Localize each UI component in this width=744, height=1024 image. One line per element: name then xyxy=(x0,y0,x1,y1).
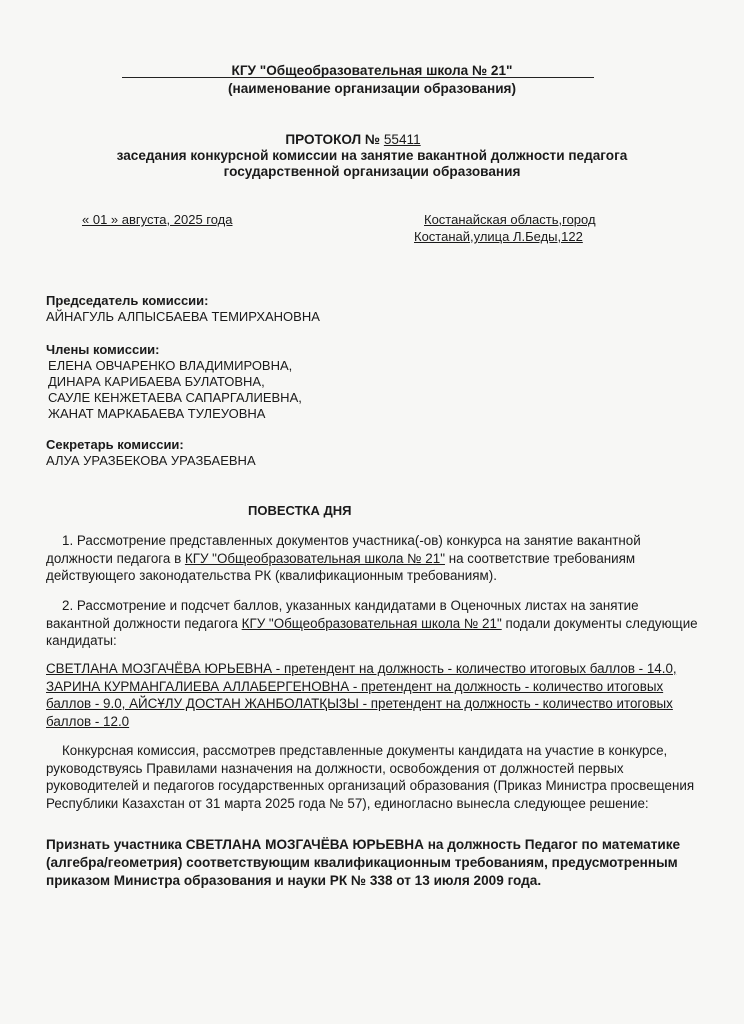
protocol-date: « 01 » августа, 2025 года xyxy=(82,212,233,227)
protocol-title: ПРОТОКОЛ № 55411 xyxy=(0,131,744,148)
protocol-subtitle-1: заседания конкурсной комиссии на занятие вакантной должности педагога xyxy=(116,148,628,163)
agenda-item-1-org: КГУ "Общеобразовательная школа № 21" xyxy=(184,550,445,566)
candidates-list: СВЕТЛАНА МОЗГАЧЁВА ЮРЬЕВНА - претендент на должность - количество итоговых баллов - 14.0, ЗАРИНА КУРМАНГАЛИЕВА АЛЛАБЕРГЕНОВНА - претендент на должность - количество итоговых баллов - 9.0, АЙСҰЛУ ДОСТАН ЖАНБОЛАТҚЫЗЫ - претендент на должность - количество итоговых баллов - 12.0 xyxy=(46,661,677,729)
agenda-title: ПОВЕСТКА ДНЯ xyxy=(248,503,352,518)
location-line-2: Костанай,улица Л.Беды,122 xyxy=(414,229,583,244)
chair-label: Председатель комиссии: xyxy=(46,293,209,308)
member-item: ЕЛЕНА ОВЧАРЕНКО ВЛАДИМИРОВНА, xyxy=(48,358,293,373)
agenda-item-2-org: КГУ "Общеобразовательная школа № 21" xyxy=(241,615,502,631)
secretary-name: АЛУА УРАЗБЕКОВА УРАЗБАЕВНА xyxy=(46,453,256,468)
org-name-underline xyxy=(122,77,594,78)
decision-text: Признать участника СВЕТЛАНА МОЗГАЧЁВА ЮРЬЕВНА на должность Педагог по математике (алгебра/геометрия) соответствующим квалификационным требованиям, предусмотренным приказом Министра образования и науки РК № 338 от 13 июля 2009 года. xyxy=(46,837,681,888)
protocol-number: 55411 xyxy=(383,132,421,147)
agenda-item-1: 1. Рассмотрение представленных документов участника(-ов) конкурса на занятие вакантной должности педагога в КГУ "Общеобразовательная школа № 21" на соответствие требованиям действующего законодательства РК (квалификационным требованиям). xyxy=(46,533,641,583)
org-caption: (наименование организации образования) xyxy=(227,81,517,96)
member-item: ЖАНАТ МАРКАБАЕВА ТУЛЕУОВНА xyxy=(48,406,266,421)
protocol-subtitle-2: государственной организации образования xyxy=(223,164,521,179)
org-name: КГУ "Общеобразовательная школа № 21" xyxy=(231,63,513,78)
member-item: ДИНАРА КАРИБАЕВА БУЛАТОВНА, xyxy=(48,374,265,389)
location-line-1: Костанайская область,город xyxy=(424,212,596,227)
chair-name: АЙНАГУЛЬ АЛПЫСБАЕВА ТЕМИРХАНОВНА xyxy=(46,309,320,324)
members-label: Члены комиссии: xyxy=(46,342,160,357)
secretary-label: Секретарь комиссии: xyxy=(46,437,184,452)
agenda-item-2: 2. Рассмотрение и подсчет баллов, указанных кандидатами в Оценочных листах на занятие вакантной должности педагога КГУ "Общеобразовательная школа № 21" подали документы следующие кандидаты: xyxy=(46,598,698,648)
member-item: САУЛЕ КЕНЖЕТАЕВА САПАРГАЛИЕВНА, xyxy=(48,390,302,405)
decision-intro: Конкурсная комиссия, рассмотрев представленные документы кандидата на участие в конкурсе, руководствуясь Правилами назначения на должности, освобождения от должностей первых руководителей и педагогов государственных организаций образования (Приказ Министра просвещения Республики Казахстан от 31 марта 2025 года № 57), единогласно вынесла следующее решение: xyxy=(46,743,695,811)
